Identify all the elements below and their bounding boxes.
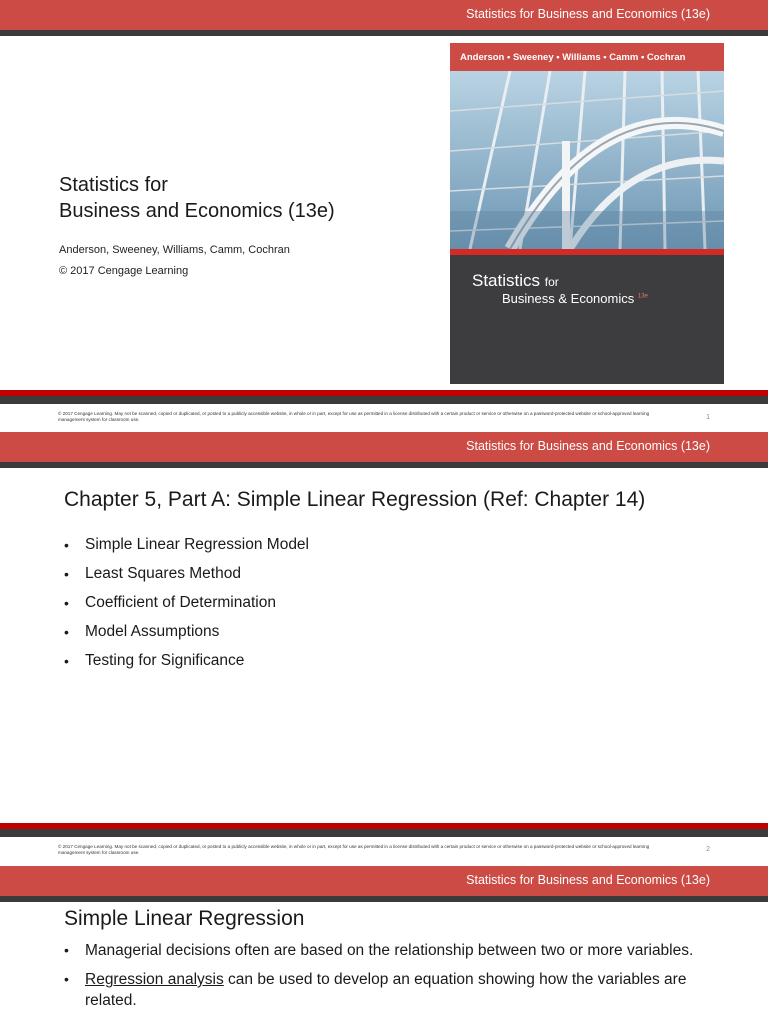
header-title: Statistics for Business and Economics (13e): [466, 7, 710, 21]
slide-header-bar: [0, 432, 768, 462]
topic-list: [64, 535, 309, 680]
list-item-text: Testing for Significance: [85, 652, 245, 669]
cover-authors: Anderson • Sweeney • Williams • Camm • Cochran: [460, 52, 686, 63]
cover-title-main: Statistics: [472, 271, 545, 290]
list-item: [64, 593, 309, 622]
list-item-text: Model Assumptions: [85, 623, 220, 640]
footer-dark-bar: [0, 396, 768, 404]
footer-copyright-notice: © 2017 Cengage Learning. May not be scanned, copied or duplicated, or posted to a publicly accessible website, in whole or in part, except for use as permitted in a license distributed with a certain product or service or otherwise on a password-protected website or school-approved learning management system for classroom use.: [58, 411, 650, 422]
slide-title: Simple Linear Regression: [64, 907, 305, 930]
list-item: [64, 651, 309, 680]
cover-title-for: for: [544, 275, 559, 289]
slide-header-bar: [0, 866, 768, 896]
slide-1: [0, 0, 768, 432]
header-divider: [0, 896, 768, 902]
header-divider: [0, 30, 768, 36]
footer-dark-bar: [0, 829, 768, 837]
list-item: [64, 969, 704, 1011]
slide-3: [0, 866, 768, 1024]
cover-author-band: [450, 43, 724, 71]
slide-header-bar: [0, 0, 768, 30]
cover-red-stripe: [450, 249, 724, 255]
content-list: [64, 940, 704, 1019]
cover-architecture-photo: [450, 71, 724, 249]
header-title: Statistics for Business and Economics (13e): [466, 873, 710, 887]
regression-analysis-term: Regression analysis: [85, 971, 224, 988]
slide-2: [0, 432, 768, 866]
list-item-text: Managerial decisions often are based on the relationship between two or more variables.: [85, 942, 694, 959]
header-divider: [0, 462, 768, 468]
bullet-icon: •: [64, 595, 69, 611]
authors-text: Anderson, Sweeney, Williams, Camm, Cochran: [59, 244, 290, 256]
copyright-text: © 2017 Cengage Learning: [59, 265, 189, 277]
list-item: [64, 535, 309, 564]
bullet-icon: •: [64, 942, 69, 958]
cover-subtitle: [502, 291, 648, 306]
list-item: [64, 622, 309, 651]
list-item-text: Coefficient of Determination: [85, 594, 276, 611]
page-number: 1: [706, 414, 710, 421]
bullet-icon: •: [64, 971, 69, 987]
header-title: Statistics for Business and Economics (13e): [466, 439, 710, 453]
slide-title: [59, 172, 399, 224]
title-line-2: Business and Economics (13e): [59, 200, 335, 222]
bullet-icon: •: [64, 537, 69, 553]
bullet-icon: •: [64, 653, 69, 669]
list-item-text: can be used to develop an equation showing how the variables are related.: [85, 971, 687, 1009]
footer-copyright-notice: © 2017 Cengage Learning. May not be scanned, copied or duplicated, or posted to a publicly accessible website, in whole or in part, except for use as permitted in a license distributed with a certain product or service or otherwise on a password-protected website or school-approved learning management system for classroom use.: [58, 844, 650, 855]
page-number: 2: [706, 846, 710, 853]
bullet-icon: •: [64, 566, 69, 582]
title-line-1: Statistics for: [59, 174, 168, 196]
list-item: [64, 564, 309, 593]
bullet-icon: •: [64, 624, 69, 640]
book-cover-image: [450, 43, 724, 384]
cover-title: [472, 271, 559, 291]
list-item-text: Least Squares Method: [85, 565, 241, 582]
list-item: [64, 940, 704, 961]
slide-title: Chapter 5, Part A: Simple Linear Regression (Ref: Chapter 14): [64, 488, 646, 511]
cover-subtitle-text: Business & Economics: [502, 291, 635, 306]
cover-edition: 13e: [637, 293, 648, 300]
list-item-text: Simple Linear Regression Model: [85, 536, 310, 553]
